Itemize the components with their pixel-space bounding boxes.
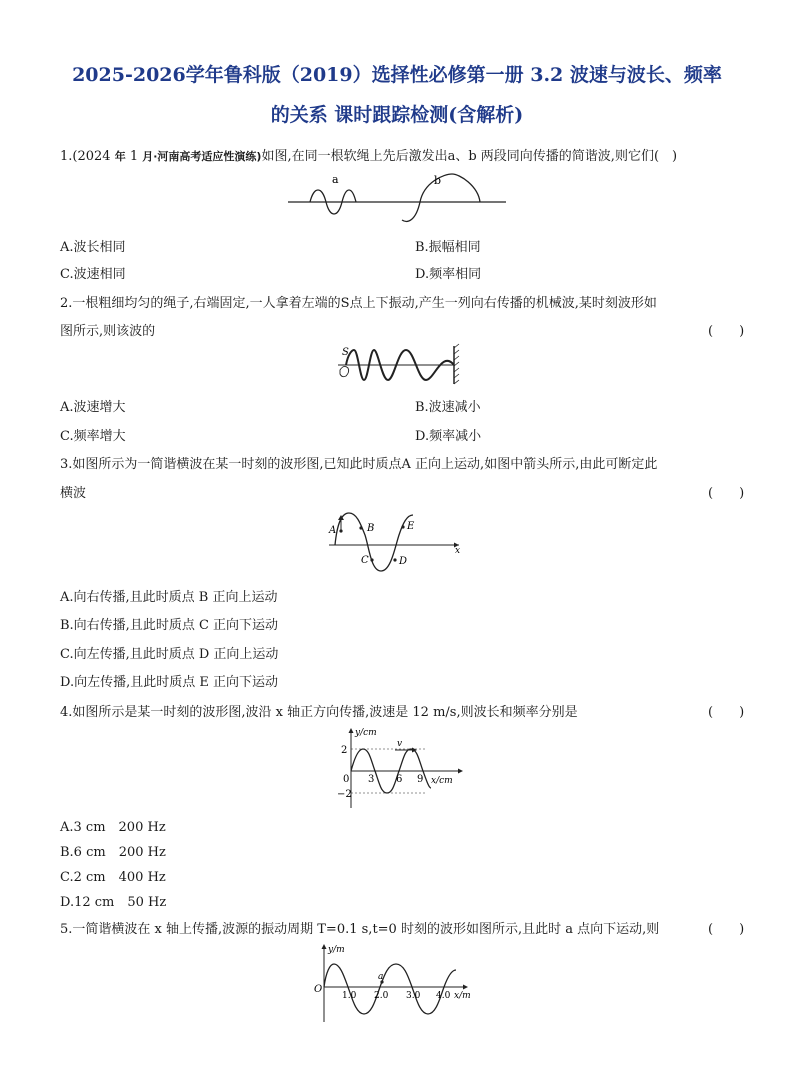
point-b	[359, 526, 362, 529]
question-1-figure	[280, 170, 510, 230]
point-a	[339, 529, 342, 532]
question-5-stem: 5.一简谐横波在 x 轴上传播,波源的振动周期 T=0.1 s,t=0 时刻的波形如图所示,且此时 a 点向下运动,则	[60, 922, 660, 937]
label-a: a	[332, 173, 339, 186]
y-axis-label: y/cm	[355, 728, 377, 738]
question-2-stem-line-2: 图所示,则该波的	[60, 324, 156, 339]
question-3-answer-paren: ( )	[708, 486, 745, 501]
question-3-stem-line-1: 3.如图所示为一简谐横波在某一时刻的波形图,已知此时质点A 正向上运动,如图中箭头所示,由此可断定此	[60, 457, 658, 472]
question-1-source-month: 1	[125, 149, 143, 164]
question-3-stem-line-2: 横波	[60, 486, 87, 501]
question-2-option-c[interactable]: C.频率增大	[60, 429, 126, 444]
x-axis-arrow	[463, 985, 468, 990]
y-axis-label: y/m	[328, 945, 345, 955]
y-axis-arrow	[322, 944, 327, 949]
question-3-option-b[interactable]: B.向右传播,且此时质点 C 正向下运动	[60, 618, 279, 633]
hand-icon	[340, 366, 349, 376]
question-1-source-month-char: 月	[142, 150, 154, 163]
question-1-option-c[interactable]: C.波速相同	[60, 267, 126, 282]
tick-x-3: 3.0	[406, 991, 421, 1001]
x-axis-label: x/cm	[431, 776, 453, 786]
wave-b-crest	[420, 174, 480, 202]
question-1-option-d[interactable]: D.频率相同	[415, 267, 482, 282]
tick-x-2: 2.0	[374, 991, 389, 1001]
page-title-line-1: 2025-2026学年鲁科版（2019）选择性必修第一册 3.2 波速与波长、频率	[72, 64, 722, 86]
label-d: D	[399, 556, 408, 567]
question-4-figure	[335, 726, 465, 810]
question-4-option-a[interactable]: A.3 cm 200 Hz	[60, 820, 166, 835]
label-e: E	[407, 521, 415, 532]
question-2-stem-line-1: 2.一根粗细均匀的绳子,右端固定,一人拿着左端的S点上下振动,产生一列向右传播的机械波,某时刻波形如	[60, 296, 657, 311]
question-5-figure	[312, 942, 482, 1024]
question-2-option-d[interactable]: D.频率减小	[415, 429, 482, 444]
question-2-answer-paren: ( )	[708, 324, 745, 339]
question-5-answer-paren: ( )	[708, 922, 745, 937]
label-s: S	[342, 347, 349, 358]
question-1-paren-close: )	[659, 149, 678, 164]
label-c: C	[361, 555, 369, 566]
label-a: A	[329, 525, 337, 536]
question-1-option-a[interactable]: A.波长相同	[60, 240, 126, 255]
wave-curve	[324, 964, 456, 1014]
origin-label: O	[314, 984, 323, 995]
tick-x-3: 3	[368, 774, 375, 785]
question-4-stem: 4.如图所示是某一时刻的波形图,波沿 x 轴正方向传播,波速是 12 m/s,则波长和频率分别是	[60, 705, 578, 720]
question-2-figure	[330, 340, 465, 390]
question-3-figure	[325, 505, 470, 577]
tick-origin: 0	[343, 774, 350, 785]
page-title-line-2: 的关系 课时跟踪检测(含解析)	[270, 104, 524, 126]
label-x-axis: x	[455, 546, 461, 556]
question-1-source: ·河南高考适应性演练)	[153, 150, 262, 163]
label-b: b	[434, 174, 442, 187]
x-axis-arrow	[458, 769, 463, 774]
label-v: v	[397, 739, 403, 749]
question-4-option-b[interactable]: B.6 cm 200 Hz	[60, 845, 166, 860]
tick-x-4: 4.0	[436, 991, 451, 1001]
tick-y-2: 2	[341, 745, 348, 756]
question-1-text: 如图,在同一根软绳上先后激发出a、b 两段同向传播的简谐波,则它们(	[261, 149, 660, 164]
y-axis-arrow	[349, 728, 354, 733]
point-e	[401, 525, 404, 528]
label-b: B	[367, 523, 375, 534]
tick-x-9: 9	[417, 774, 424, 785]
question-1-number: 1.(2024	[60, 149, 115, 164]
tick-x-6: 6	[396, 774, 403, 785]
question-4-option-d[interactable]: D.12 cm 50 Hz	[60, 895, 167, 910]
question-1-option-b[interactable]: B.振幅相同	[415, 240, 481, 255]
tick-y-neg2: −2	[337, 789, 352, 800]
question-3-option-d[interactable]: D.向左传播,且此时质点 E 正向下运动	[60, 675, 278, 690]
x-axis-label: x/m	[454, 991, 471, 1001]
tick-x-1: 1.0	[342, 991, 357, 1001]
question-2-option-a[interactable]: A.波速增大	[60, 400, 126, 415]
point-d	[393, 558, 396, 561]
question-1-stem	[60, 145, 677, 164]
question-4-option-c[interactable]: C.2 cm 400 Hz	[60, 870, 166, 885]
question-4-answer-paren: ( )	[708, 705, 745, 720]
wave-b-trough	[402, 202, 420, 221]
label-a: a	[378, 972, 384, 982]
question-3-option-a[interactable]: A.向右传播,且此时质点 B 正向上运动	[60, 590, 278, 605]
question-1-source-year: 年	[114, 150, 126, 163]
question-2-option-b[interactable]: B.波速减小	[415, 400, 481, 415]
question-3-option-c[interactable]: C.向左传播,且此时质点 D 正向上运动	[60, 647, 279, 662]
point-c	[370, 558, 373, 561]
